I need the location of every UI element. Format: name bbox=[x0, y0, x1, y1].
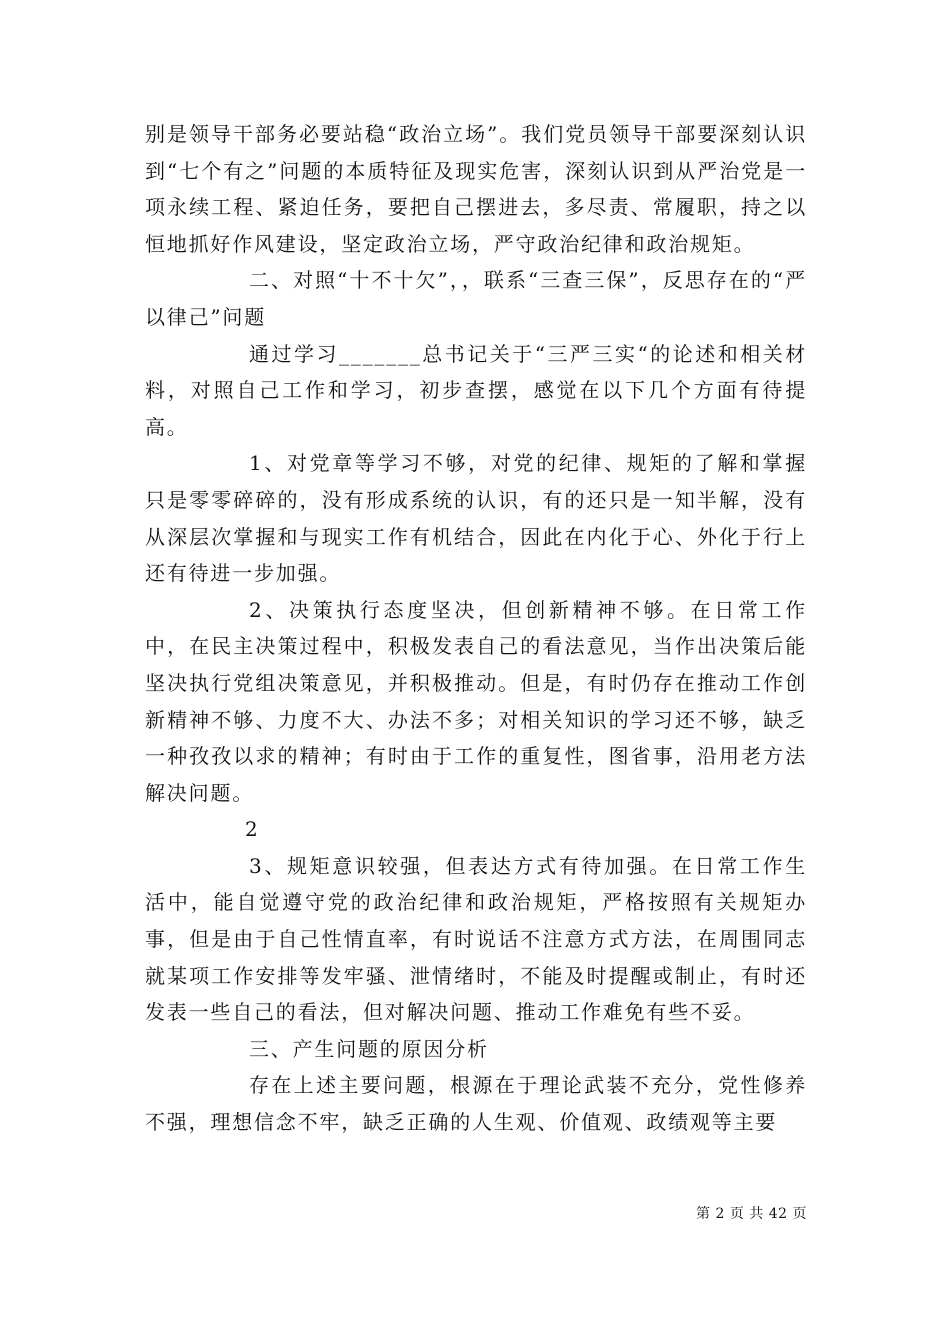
paragraph-study: 通过学习_______总书记关于“三严三实“的论述和相关材料，对照自己工作和学习，初步查摆，感觉在以下几个方面有待提高。 bbox=[145, 341, 807, 439]
list-item-3: 3、规矩意识较强，但表达方式有待加强。在日常工作生活中，能自觉遵守党的政治纪律和政治规矩，严格按照有关规矩办事，但是由于自己性情直率，有时说话不注意方式方法，在周围同志就某项工作安排等发牢骚、泄情绪时，不能及时提醒或制止，有时还发表一些自己的看法，但对解决问题、推动工作难免有些不妥。 bbox=[145, 853, 807, 1025]
list-item-2: 2、决策执行态度坚决，但创新精神不够。在日常工作中，在民主决策过程中，积极发表自己的看法意见，当作出决策后能坚决执行党组决策意见，并积极推动。但是，有时仍存在推动工作创新精神不够、力度不大、办法不多；对相关知识的学习还不够，缺乏一种孜孜以求的精神；有时由于工作的重复性，图省事，沿用老方法解决问题。 bbox=[145, 597, 807, 805]
list-item-1: 1、对党章等学习不够，对党的纪律、规矩的了解和掌握只是零零碎碎的，没有形成系统的认识，有的还只是一知半解，没有从深层次掌握和与现实工作有机结合，因此在内化于心、外化于行上还有待进一步加强。 bbox=[145, 451, 807, 586]
paragraph-continuation: 别是领导干部务必要站稳“政治立场”。我们党员领导干部要深刻认识到“七个有之”问题的本质特征及现实危害，深刻认识到从严治党是一项永续工程、紧迫任务，要把自己摆进去，多尽责、常履职，持之以恒地抓好作风建设，坚定政治立场，严守政治纪律和政治规矩。 bbox=[145, 122, 807, 256]
section-heading-two: 二、对照“十不十欠”，，联系“三查三保”，反思存在的“严以律己”问题 bbox=[145, 268, 807, 329]
section-heading-three: 三、产生问题的原因分析 bbox=[249, 1036, 489, 1061]
paragraph-cause-analysis: 存在上述主要问题，根源在于理论武装不充分，党性修养不强，理想信念不牢，缺乏正确的人生观、价值观、政绩观等主要 bbox=[145, 1073, 807, 1135]
document-body bbox=[145, 116, 807, 1141]
page-number: 第 2 页 共 42 页 bbox=[696, 1206, 807, 1222]
stray-number: 2 bbox=[245, 817, 260, 842]
